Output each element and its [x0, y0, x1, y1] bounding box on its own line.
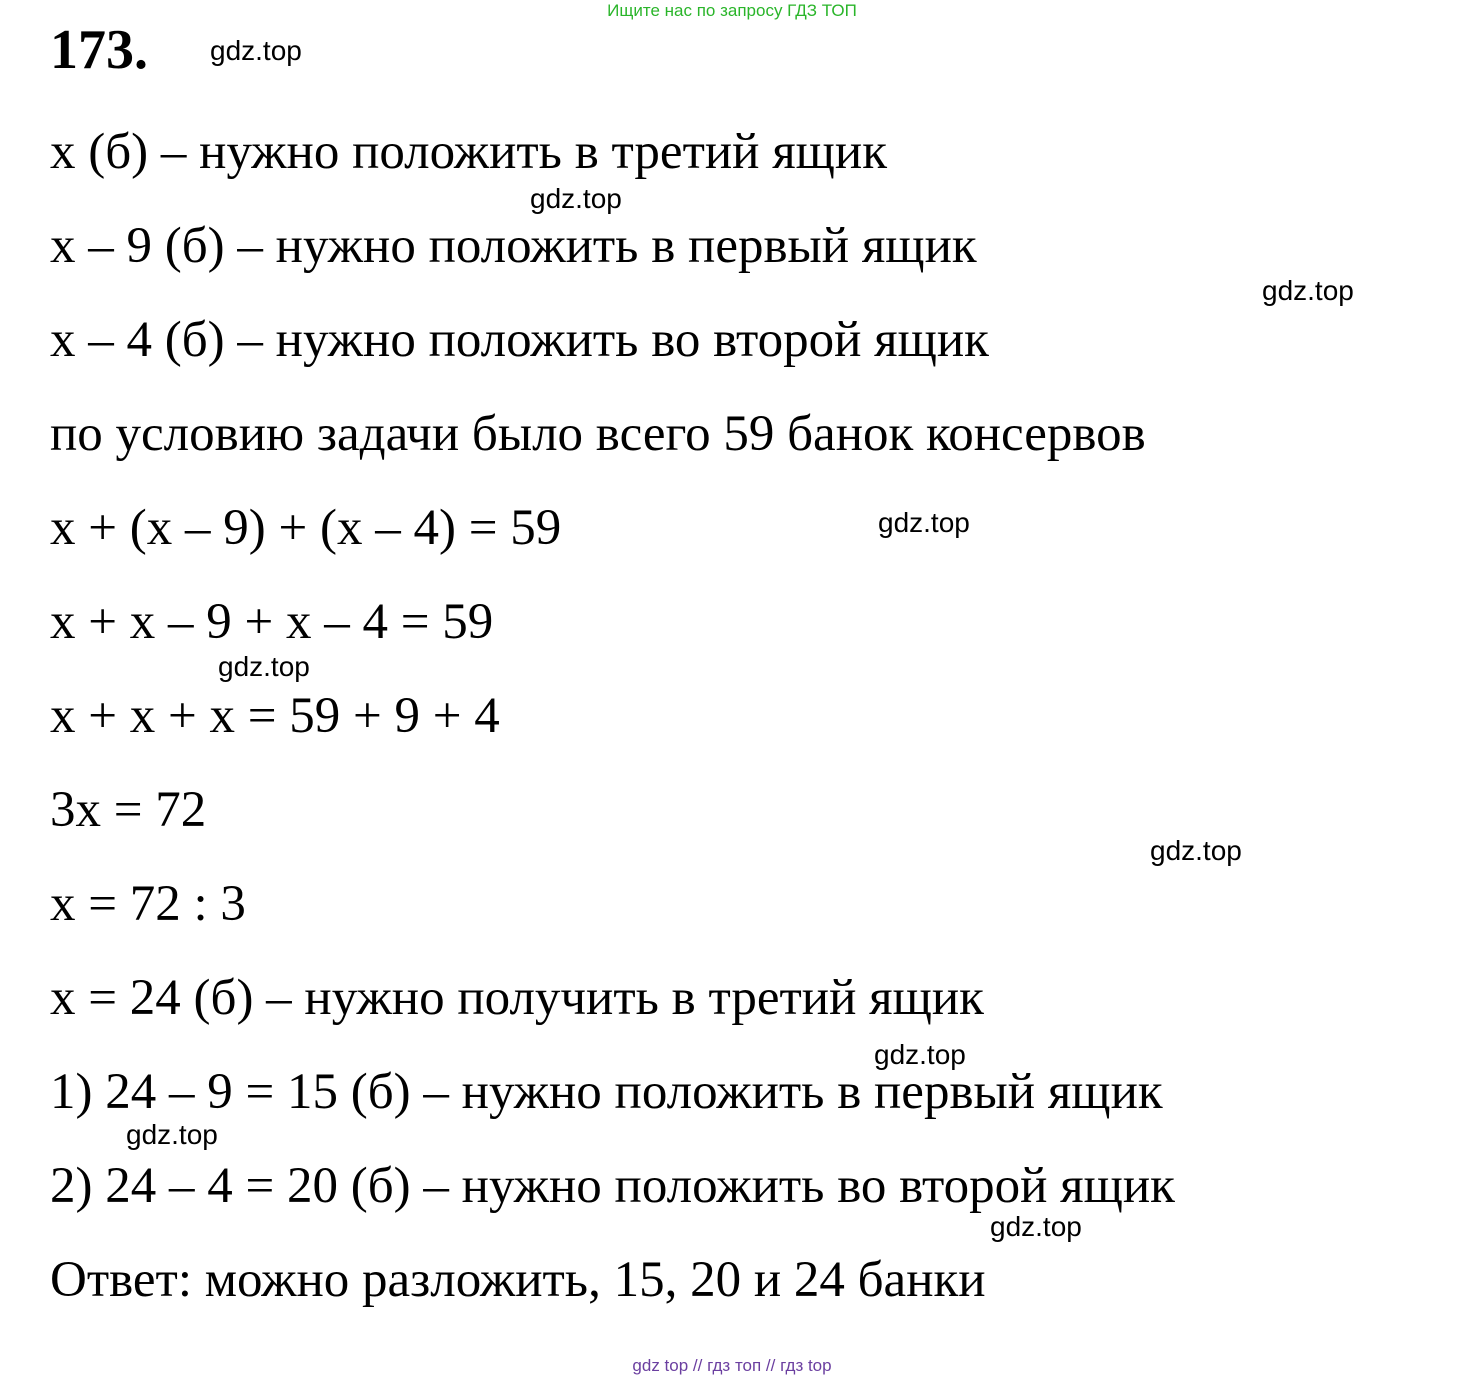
equation-line-4: 3х = 72	[50, 782, 207, 838]
watermark: gdz.top	[218, 651, 310, 682]
solution-line-3: х – 4 (б) – нужно положить во второй ящик	[50, 312, 989, 368]
answer-line: Ответ: можно разложить, 15, 20 и 24 банки	[50, 1252, 986, 1308]
watermark: gdz.top	[874, 1039, 966, 1070]
solution-line-1: х (б) – нужно положить в третий ящик	[50, 124, 887, 180]
watermark: gdz.top	[530, 183, 622, 214]
watermark: gdz.top	[1262, 275, 1354, 306]
task-number: 173.	[50, 19, 148, 81]
top-banner-link[interactable]: Ищите нас по запросу ГДЗ ТОП	[607, 1, 857, 20]
step-line-2: 2) 24 – 4 = 20 (б) – нужно положить во второй ящик	[50, 1158, 1175, 1214]
equation-line-1: х + (х – 9) + (х – 4) = 59	[50, 500, 562, 556]
step-line-1: 1) 24 – 9 = 15 (б) – нужно положить в первый ящик	[50, 1064, 1163, 1120]
equation-line-2: х + х – 9 + х – 4 = 59	[50, 594, 494, 650]
watermark: gdz.top	[210, 35, 302, 66]
equation-line-5: х = 72 : 3	[50, 876, 246, 932]
watermark: gdz.top	[1150, 835, 1242, 866]
watermark: gdz.top	[878, 507, 970, 538]
footer-links[interactable]: gdz top // гдз топ // гдз top	[632, 1356, 832, 1375]
watermark: gdz.top	[126, 1119, 218, 1150]
equation-line-3: х + х + х = 59 + 9 + 4	[50, 688, 500, 744]
result-line: х = 24 (б) – нужно получить в третий ящик	[50, 970, 984, 1026]
solution-line-2: х – 9 (б) – нужно положить в первый ящик	[50, 218, 977, 274]
watermark: gdz.top	[990, 1211, 1082, 1242]
solution-line-4: по условию задачи было всего 59 банок консервов	[50, 406, 1146, 462]
